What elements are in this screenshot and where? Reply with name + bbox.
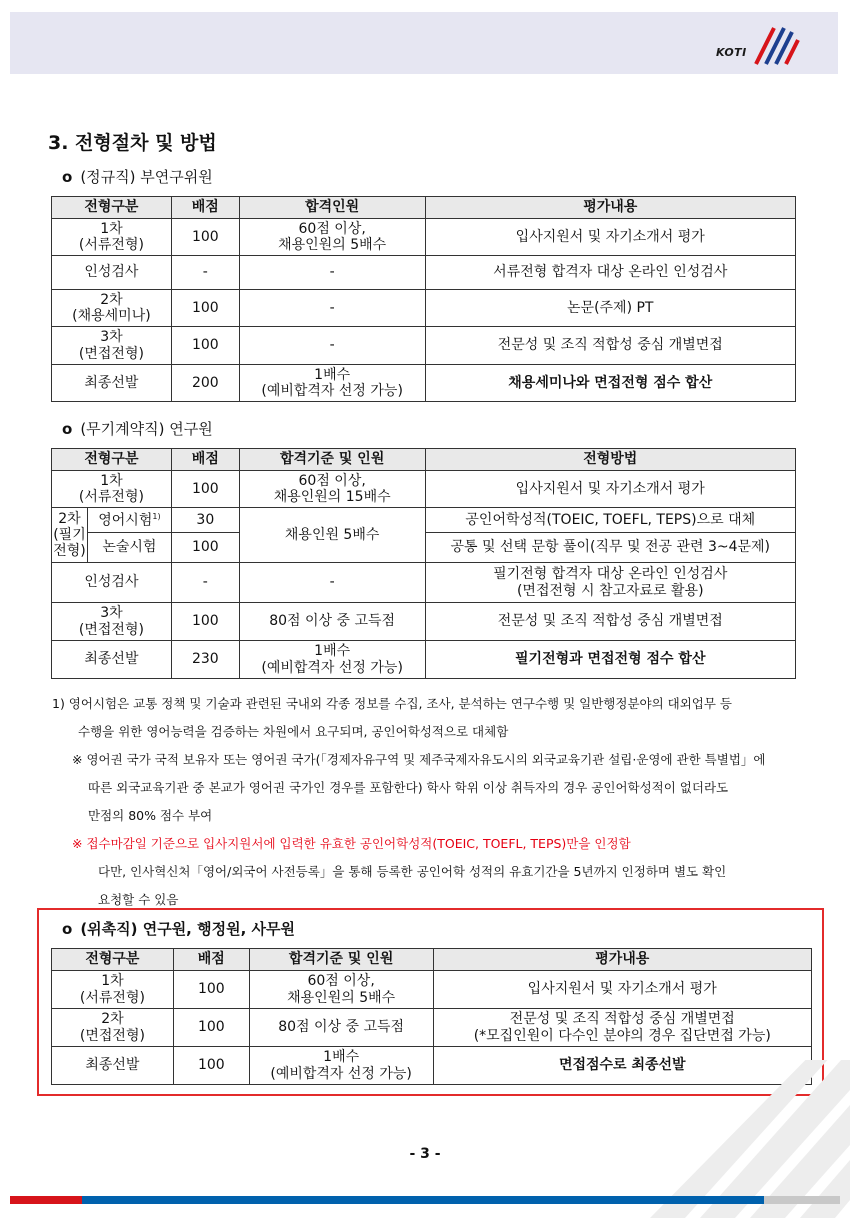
- col-header: 전형구분: [52, 949, 174, 971]
- pass-cell: 80점 이상 중 고득점: [239, 603, 425, 641]
- pass-cell: -: [239, 563, 425, 603]
- stage-cell: 1차 (서류전형): [52, 219, 172, 256]
- pass-cell: 60점 이상, 채용인원의 5배수: [249, 971, 433, 1009]
- sub-stage-cell: 영어시험$^{1)}$: [87, 508, 171, 533]
- pass-cell: 채용인원 5배수: [239, 508, 425, 563]
- stage-cell: 인성검사: [52, 256, 172, 290]
- col-header: 배점: [171, 449, 239, 471]
- table-row: [52, 327, 796, 365]
- footnotes: [52, 690, 812, 914]
- table-row: [52, 508, 796, 533]
- footnote-3-highlight: ※ 접수마감일 기준으로 입사지원서에 입력한 유효한 공인어학성적(TOEIC, TOEFL, TEPS)만을 인정함: [72, 836, 631, 851]
- score-cell: -: [171, 256, 239, 290]
- content-cell: 공인어학성적(TOEIC, TOEFL, TEPS)으로 대체: [425, 508, 795, 533]
- logo-text: KOTI: [716, 46, 747, 59]
- content-cell: 입사지원서 및 자기소개서 평가: [433, 971, 811, 1009]
- stage-cell: 최종선발: [52, 641, 172, 679]
- content-cell: 채용세미나와 면접전형 점수 합산: [425, 365, 795, 402]
- score-cell: 100: [171, 603, 239, 641]
- score-cell: 100: [173, 971, 249, 1009]
- score-cell: -: [171, 563, 239, 603]
- score-cell: 200: [171, 365, 239, 402]
- col-header: 전형구분: [52, 197, 172, 219]
- content-cell: 전문성 및 조직 적합성 중심 개별면접 (*모집인원이 다수인 분야의 경우 집단면접 가능): [433, 1009, 811, 1047]
- table-row: [52, 219, 796, 256]
- table-row: [52, 641, 796, 679]
- stage-cell: 1차 (서류전형): [52, 971, 174, 1009]
- score-cell: 30: [171, 508, 239, 533]
- footnote-2-line: 만점의 80% 점수 부여: [88, 808, 213, 823]
- regular-heading: [62, 166, 213, 187]
- table-row: [52, 603, 796, 641]
- table-header-row: [52, 449, 796, 471]
- table-row: [52, 290, 796, 327]
- contract-heading: [62, 418, 213, 439]
- score-cell: 100: [173, 1009, 249, 1047]
- col-header: 합격기준 및 인원: [239, 449, 425, 471]
- stage-cell: 2차 (필기 전형): [52, 508, 88, 563]
- content-cell: 논문(주제) PT: [425, 290, 795, 327]
- sub-stage-cell: 논술시험: [87, 533, 171, 563]
- footer-bar-blue: [82, 1196, 764, 1204]
- score-cell: 100: [173, 1047, 249, 1085]
- footnote-2-line: 따른 외국교육기관 중 본교가 영어권 국가인 경우를 포함한다) 학사 학위 이상 취득자의 경우 공인어학성적이 없더라도: [88, 780, 729, 795]
- col-header: 합격인원: [239, 197, 425, 219]
- score-cell: 230: [171, 641, 239, 679]
- regular-heading-text: (정규직) 부연구위원: [80, 168, 213, 186]
- content-cell: 필기전형 합격자 대상 온라인 인성검사 (면접전형 시 참고자료로 활용): [425, 563, 795, 603]
- heading-bullet: o: [62, 420, 73, 438]
- table-row: [52, 256, 796, 290]
- pass-cell: 60점 이상, 채용인원의 15배수: [239, 471, 425, 508]
- footer-bar-red: [10, 1196, 82, 1204]
- heading-bullet: o: [62, 168, 73, 186]
- table-row: [52, 563, 796, 603]
- content-cell: 전문성 및 조직 적합성 중심 개별면접: [425, 603, 795, 641]
- footnote-1-line: 수행을 위한 영어능력을 검증하는 차원에서 요구되며, 공인어학성적으로 대체함: [78, 724, 509, 739]
- footer-bar-gray: [764, 1196, 840, 1204]
- footnote-2-line: ※ 영어권 국가 국적 보유자 또는 영어권 국가(「경제자유구역 및 제주국제자유도시의 외국교육기관 설립·운영에 관한 특별법」에: [72, 752, 766, 767]
- stage-cell: 최종선발: [52, 365, 172, 402]
- stripes-pattern-icon: [640, 1060, 850, 1218]
- stage-cell: 3차 (면접전형): [52, 603, 172, 641]
- content-cell: 전문성 및 조직 적합성 중심 개별면접: [425, 327, 795, 365]
- heading-bullet: o: [62, 920, 73, 938]
- table-row: [52, 365, 796, 402]
- col-header: 평가내용: [425, 197, 795, 219]
- col-header: 전형구분: [52, 449, 172, 471]
- table-header-row: [52, 197, 796, 219]
- decorative-stripes: [640, 1060, 850, 1218]
- stage-cell: 1차 (서류전형): [52, 471, 172, 508]
- score-cell: 100: [171, 533, 239, 563]
- commission-heading-text: (위촉직) 연구원, 행정원, 사무원: [80, 920, 295, 938]
- pass-cell: 1배수 (예비합격자 선정 가능): [249, 1047, 433, 1085]
- content-cell: 입사지원서 및 자기소개서 평가: [425, 219, 795, 256]
- footnote-3-line: 요청할 수 있음: [98, 892, 179, 907]
- col-header: 합격기준 및 인원: [249, 949, 433, 971]
- stage-cell: 2차 (채용세미나): [52, 290, 172, 327]
- pass-cell: 1배수 (예비합격자 선정 가능): [239, 365, 425, 402]
- score-cell: 100: [171, 219, 239, 256]
- stage-cell: 3차 (면접전형): [52, 327, 172, 365]
- footnote-3-line: 다만, 인사혁신처「영어/외국어 사전등록」을 통해 등록한 공인어학 성적의 유효기간을 5년까지 인정하며 별도 확인: [98, 864, 727, 879]
- footnote-1-line: 1) 영어시험은 교통 정책 및 기술과 관련된 국내외 각종 정보를 수집, 조사, 분석하는 연구수행 및 일반행정분야의 대외업무 등: [52, 696, 733, 711]
- score-cell: 100: [171, 290, 239, 327]
- page-number: - 3 -: [409, 1146, 441, 1162]
- koti-logo-mark-icon: [716, 24, 800, 66]
- regular-table: [51, 196, 796, 402]
- table-row: [52, 471, 796, 508]
- content-cell: 공통 및 선택 문항 풀이(직무 및 전공 관련 3~4문제): [425, 533, 795, 563]
- contract-heading-text: (무기계약직) 연구원: [80, 420, 213, 438]
- pass-cell: -: [239, 327, 425, 365]
- pass-cell: -: [239, 290, 425, 327]
- stage-cell: 2차 (면접전형): [52, 1009, 174, 1047]
- koti-logo: [716, 24, 800, 66]
- table-header-row: [52, 949, 812, 971]
- stage-cell: 최종선발: [52, 1047, 174, 1085]
- col-header: 전형방법: [425, 449, 795, 471]
- commission-heading: [62, 918, 295, 939]
- pass-cell: 80점 이상 중 고득점: [249, 1009, 433, 1047]
- header-band: [10, 12, 838, 74]
- col-header: 배점: [173, 949, 249, 971]
- content-cell: 서류전형 합격자 대상 온라인 인성검사: [425, 256, 795, 290]
- col-header: 배점: [171, 197, 239, 219]
- col-header: 평가내용: [433, 949, 811, 971]
- content-cell: 입사지원서 및 자기소개서 평가: [425, 471, 795, 508]
- score-cell: 100: [171, 327, 239, 365]
- section-title: 3. 전형절차 및 방법: [48, 132, 217, 154]
- content-cell: 필기전형과 면접전형 점수 합산: [425, 641, 795, 679]
- pass-cell: 60점 이상, 채용인원의 5배수: [239, 219, 425, 256]
- table-row: [52, 1009, 812, 1047]
- pass-cell: 1배수 (예비합격자 선정 가능): [239, 641, 425, 679]
- pass-cell: -: [239, 256, 425, 290]
- score-cell: 100: [171, 471, 239, 508]
- stage-cell: 인성검사: [52, 563, 172, 603]
- contract-table: [51, 448, 796, 679]
- table-row: [52, 971, 812, 1009]
- content-cell: 면접점수로 최종선발: [433, 1047, 811, 1085]
